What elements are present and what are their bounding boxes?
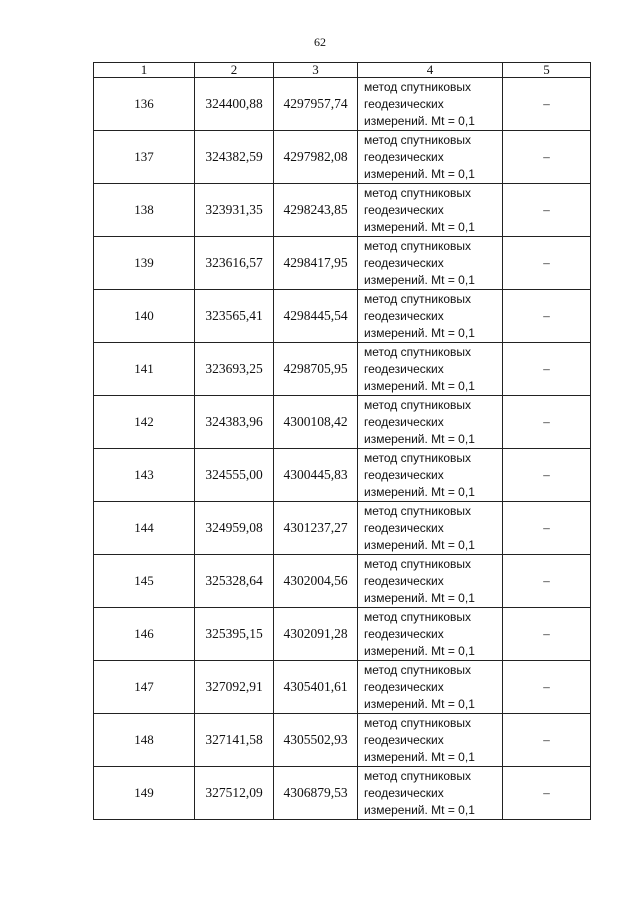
method-cell [358,608,503,661]
method-text-line: геодезических [364,520,444,535]
method-text-line: геодезических [364,96,444,111]
method-cell [358,184,503,237]
x-coordinate-cell: 324959,08 [195,502,274,555]
page-number: 62 [314,35,326,49]
x-coordinate-cell: 323565,41 [195,290,274,343]
point-number-cell: 138 [94,184,195,237]
method-cell [358,78,503,131]
note-cell: – [503,343,591,396]
table-row [94,555,591,608]
method-text-line: метод спутниковых [364,662,472,677]
note-cell: – [503,290,591,343]
method-text-line: измерений. Mt = 0,1 [364,272,475,287]
method-cell [358,555,503,608]
note-cell: – [503,661,591,714]
method-text-line: геодезических [364,785,444,800]
table-row [94,78,591,131]
table-row [94,608,591,661]
method-text-line: метод спутниковых [364,291,472,306]
method-text-line: измерений. Mt = 0,1 [364,696,475,711]
method-cell [358,714,503,767]
point-number-cell: 142 [94,396,195,449]
note-cell: – [503,449,591,502]
method-text-line: измерений. Mt = 0,1 [364,113,475,128]
note-cell: – [503,184,591,237]
method-text-line: метод спутниковых [364,503,472,518]
table-row [94,661,591,714]
method-text-line: геодезических [364,308,444,323]
y-coordinate-cell: 4298243,85 [274,184,358,237]
method-text-line: измерений. Mt = 0,1 [364,537,475,552]
method-cell [358,661,503,714]
note-cell: – [503,131,591,184]
header-cell-3: 3 [274,63,358,78]
point-number-cell: 136 [94,78,195,131]
method-text-line: метод спутниковых [364,609,472,624]
method-cell [358,343,503,396]
table-row [94,184,591,237]
point-number-cell: 140 [94,290,195,343]
x-coordinate-cell: 327512,09 [195,767,274,820]
note-cell: – [503,78,591,131]
table-row [94,290,591,343]
y-coordinate-cell: 4297957,74 [274,78,358,131]
method-text-line: измерений. Mt = 0,1 [364,166,475,181]
point-number-cell: 144 [94,502,195,555]
y-coordinate-cell: 4300108,42 [274,396,358,449]
method-cell [358,131,503,184]
table-row [94,237,591,290]
table-header [94,63,591,78]
x-coordinate-cell: 324400,88 [195,78,274,131]
method-cell [358,237,503,290]
table-row [94,714,591,767]
method-text-line: метод спутниковых [364,768,472,783]
note-cell: – [503,608,591,661]
method-text-line: измерений. Mt = 0,1 [364,431,475,446]
point-number-cell: 137 [94,131,195,184]
y-coordinate-cell: 4298705,95 [274,343,358,396]
method-text-line: измерений. Mt = 0,1 [364,219,475,234]
note-cell: – [503,237,591,290]
table-row [94,767,591,820]
point-number-cell: 143 [94,449,195,502]
method-cell [358,449,503,502]
y-coordinate-cell: 4298445,54 [274,290,358,343]
method-text-line: измерений. Mt = 0,1 [364,325,475,340]
x-coordinate-cell: 323931,35 [195,184,274,237]
table-body [94,78,591,820]
method-text-line: геодезических [364,149,444,164]
method-text-line: геодезических [364,732,444,747]
point-number-cell: 149 [94,767,195,820]
method-text-line: метод спутниковых [364,715,472,730]
method-text-line: геодезических [364,361,444,376]
header-cell-1: 1 [94,63,195,78]
x-coordinate-cell: 324382,59 [195,131,274,184]
y-coordinate-cell: 4302091,28 [274,608,358,661]
point-number-cell: 148 [94,714,195,767]
x-coordinate-cell: 323693,25 [195,343,274,396]
method-text-line: геодезических [364,626,444,641]
method-text-line: метод спутниковых [364,556,472,571]
y-coordinate-cell: 4300445,83 [274,449,358,502]
method-text-line: измерений. Mt = 0,1 [364,749,475,764]
y-coordinate-cell: 4305401,61 [274,661,358,714]
note-cell: – [503,555,591,608]
x-coordinate-cell: 324555,00 [195,449,274,502]
header-cell-5: 5 [503,63,591,78]
method-text-line: измерений. Mt = 0,1 [364,643,475,658]
note-cell: – [503,502,591,555]
y-coordinate-cell: 4301237,27 [274,502,358,555]
point-number-cell: 147 [94,661,195,714]
y-coordinate-cell: 4298417,95 [274,237,358,290]
method-text-line: измерений. Mt = 0,1 [364,590,475,605]
method-text-line: метод спутниковых [364,79,472,94]
y-coordinate-cell: 4297982,08 [274,131,358,184]
x-coordinate-cell: 325395,15 [195,608,274,661]
method-cell [358,502,503,555]
point-number-cell: 145 [94,555,195,608]
header-cell-2: 2 [195,63,274,78]
method-text-line: метод спутниковых [364,238,472,253]
method-text-line: геодезических [364,679,444,694]
table-row [94,396,591,449]
point-number-cell: 146 [94,608,195,661]
method-text-line: геодезических [364,414,444,429]
method-text-line: измерений. Mt = 0,1 [364,378,475,393]
method-text-line: метод спутниковых [364,344,472,359]
note-cell: – [503,396,591,449]
point-number-cell: 139 [94,237,195,290]
note-cell: – [503,767,591,820]
method-cell [358,396,503,449]
point-number-cell: 141 [94,343,195,396]
header-row [94,63,591,78]
method-text-line: метод спутниковых [364,132,472,147]
method-text-line: метод спутниковых [364,397,472,412]
x-coordinate-cell: 325328,64 [195,555,274,608]
method-cell [358,767,503,820]
method-text-line: геодезических [364,202,444,217]
coordinates-table [93,62,591,820]
method-text-line: измерений. Mt = 0,1 [364,484,475,499]
table-row [94,449,591,502]
method-text-line: геодезических [364,255,444,270]
method-text-line: метод спутниковых [364,185,472,200]
x-coordinate-cell: 327092,91 [195,661,274,714]
x-coordinate-cell: 327141,58 [195,714,274,767]
note-cell: – [503,714,591,767]
y-coordinate-cell: 4306879,53 [274,767,358,820]
header-cell-4: 4 [358,63,503,78]
method-cell [358,290,503,343]
y-coordinate-cell: 4302004,56 [274,555,358,608]
table-row [94,343,591,396]
x-coordinate-cell: 323616,57 [195,237,274,290]
table-row [94,502,591,555]
table-row [94,131,591,184]
method-text-line: метод спутниковых [364,450,472,465]
method-text-line: геодезических [364,573,444,588]
method-text-line: геодезических [364,467,444,482]
y-coordinate-cell: 4305502,93 [274,714,358,767]
x-coordinate-cell: 324383,96 [195,396,274,449]
method-text-line: измерений. Mt = 0,1 [364,802,475,817]
